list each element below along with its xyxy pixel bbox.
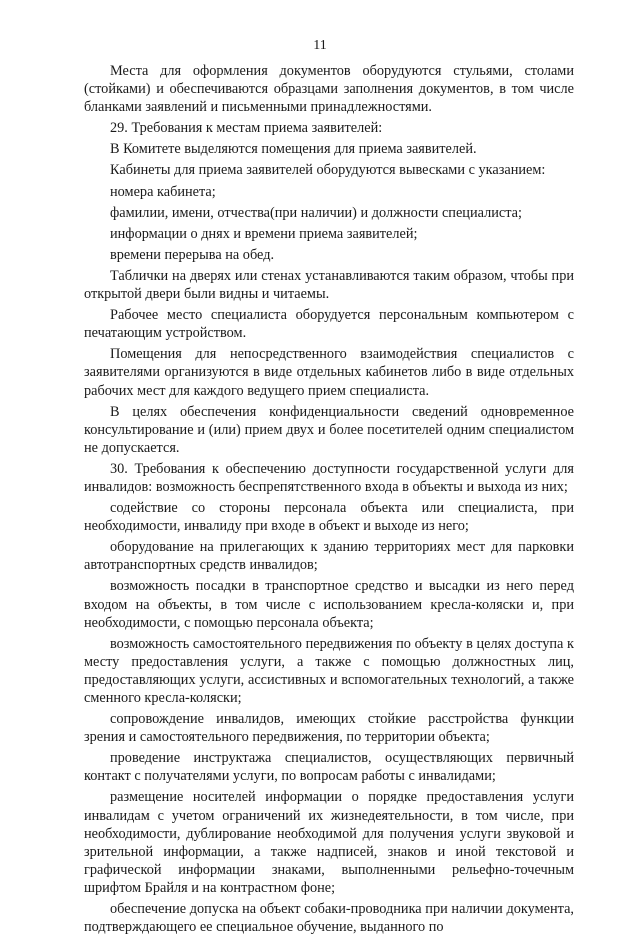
list-item: возможность самостоятельного передвижения по объекту в целях доступа к месту предоставления услуги, а также с помощью должностных лиц, предоставляющих услуги, ассистивных и вспомогательных технологий, а также сменного кресла-коляски; <box>84 635 574 706</box>
paragraph: Рабочее место специалиста оборудуется персональным компьютером с печатающим устройством. <box>84 307 574 342</box>
list-item: размещение носителей информации о порядке предоставления услуги инвалидам с учетом ограничений их жизнедеятельности, в том числе, при необходимости, дублирование необходимой для получения услуги звуковой и зрительной информации, а также надписей, знаков и иной текстовой и графической информации знаками, выполненными рельефно-точечным шрифтом Брайля и на контрастном фоне; <box>84 789 574 896</box>
list-item: возможность посадки в транспортное средство и высадки из него перед входом на объекты, в том числе с использованием кресла-коляски и, при необходимости, с помощью персонала объекта; <box>84 578 574 631</box>
list-item: номера кабинета; <box>110 183 216 200</box>
list-item: оборудование на прилегающих к зданию территориях мест для парковки автотранспортных средств инвалидов; <box>84 539 574 574</box>
list-item: сопровождение инвалидов, имеющих стойкие расстройства функции зрения и самостоятельного передвижения, по территории объекта; <box>84 711 574 746</box>
page-number: 11 <box>313 38 327 53</box>
list-item: информации о днях и времени приема заявителей; <box>110 225 418 242</box>
document-body <box>84 62 574 939</box>
paragraph: Кабинеты для приема заявителей оборудуются вывесками с указанием: <box>110 162 546 179</box>
list-item: обеспечение допуска на объект собаки-проводника при наличии документа, подтверждающего ее специальное обучение, выданного по <box>84 901 574 936</box>
paragraph: Места для оформления документов оборудуются стульями, столами (стойками) и обеспечиваются образцами заполнения документов, в том числе бланками заявлений и письменными принадлежностями. <box>84 63 574 116</box>
paragraph: Таблички на дверях или стенах устанавливаются таким образом, чтобы при открытой двери были видны и читаемы. <box>84 267 574 303</box>
list-item: фамилии, имени, отчества(при наличии) и должности специалиста; <box>110 204 522 221</box>
list-item: проведение инструктажа специалистов, осуществляющих первичный контакт с получателями услуги, по вопросам работы с инвалидами; <box>84 750 574 785</box>
list-item: времени перерыва на обед. <box>110 246 275 263</box>
list-item: содействие со стороны персонала объекта или специалиста, при необходимости, инвалиду при входе в объект и выходе из него; <box>84 500 574 535</box>
section-heading: 29. Требования к местам приема заявителей: <box>110 120 383 137</box>
paragraph: В Комитете выделяются помещения для приема заявителей. <box>110 141 477 158</box>
paragraph: Помещения для непосредственного взаимодействия специалистов с заявителями организуются в виде отдельных кабинетов либо в виде отдельных рабочих мест для каждого ведущего прием специалиста. <box>84 346 574 399</box>
section-heading: 30. Требования к обеспечению доступности государственной услуги для инвалидов: возможность беспрепятственного входа в объекты и выхода из них; <box>84 460 574 495</box>
paragraph: В целях обеспечения конфиденциальности сведений одновременное консультирование и (или) прием двух и более посетителей одним специалистом не допускается. <box>84 403 574 456</box>
